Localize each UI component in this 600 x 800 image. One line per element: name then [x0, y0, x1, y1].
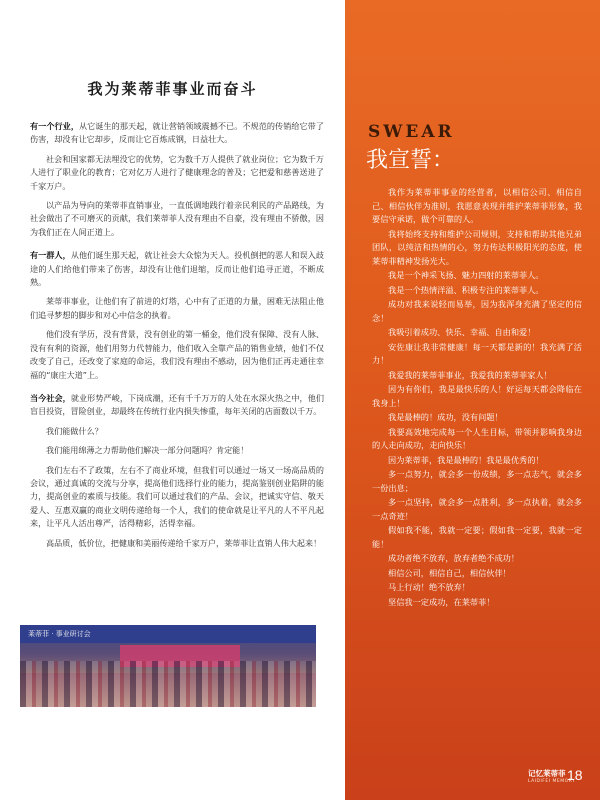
oath-line: 成功对我来说轻而易举，因为我浑身充满了坚定的信念！ [372, 299, 582, 323]
oath-line: 我是最棒的！成功，没有问题！ [388, 412, 503, 422]
article-paragraph: 社会和国家都无法埋没它的优势，它为数千万人提供了就业岗位；它为数千万人进行了职业化的教育；它对亿万人进行了健康理念的普及；它把爱和慈善送进了千家万户。 [30, 153, 324, 191]
swear-heading: SWEAR [368, 122, 455, 142]
oath-heading: 我宣誓： [366, 148, 455, 173]
oath-line: 我吸引着成功、快乐、幸福、自由和爱！ [388, 327, 536, 337]
oath-line: 我要高效地完成每一个人生目标，带领并影响我身边的人走向成功，走向快乐！ [372, 426, 582, 450]
oath-line: 因为有你们，我是最快乐的人！好运每天都会降临在我身上！ [372, 384, 582, 408]
article-paragraph: 高品质，低价位，把健康和美丽传递给千家万户，莱蒂菲让直销人伟大起来！ [46, 537, 322, 548]
article-paragraph: 以产品为导向的莱蒂菲直销事业，一直低调地践行着亲民利民的产品路线，为社会做出了不可磨灭的贡献，我们莱蒂菲人没有理由不自豪，没有理由不骄傲，因为我们正在人间正道上。 [30, 200, 324, 237]
oath-line: 多一点努力，就会多一份成绩，多一点志气，就会多一份出息； [372, 469, 582, 493]
photo-audience [20, 661, 316, 707]
article-paragraph: 我们左右不了政策，左右不了商业环境，但我们可以通过一场又一场高品质的会议，通过真诚的交流与分享，提高他们选择行业的能力，提高鉴别创业陷阱的能力，提高创业的素质与技能。我们可以通过我们的产品、会议，把诚实守信、敬天爱人、互惠双赢的商业文明传递给每一个人，我们的使命就是让平凡的人不平凡起来，让平凡人活出尊严，活得精彩，活得幸福。 [30, 464, 324, 529]
paragraph-lead: 有一群人， [30, 250, 71, 261]
oath-line: 我爱我的莱蒂菲事业，我爱我的莱蒂菲家人！ [388, 369, 552, 380]
article-paragraph: 有一个行业，从它诞生的那天起，就让营销领域震撼不已。不规范的传销给它带了伤害，却没有让它却步，反而让它百炼成钢，日益壮大。 [30, 121, 324, 145]
oath-line: 因为莱蒂菲，我是最棒的！我是最优秀的！ [388, 454, 544, 465]
article-body [30, 120, 324, 556]
event-photo [20, 625, 316, 707]
oath-line: 成功者绝不放弃，放弃者绝不成功！ [388, 553, 520, 563]
oath-body [372, 186, 582, 610]
oath-line: 我是一个热情洋溢、积极专注的莱蒂菲人。 [388, 284, 544, 295]
article-paragraph: 莱蒂菲事业，让他们有了前进的灯塔，心中有了正道的力量，困难无法阻止他们追寻梦想的脚步和对心中信念的执着。 [30, 296, 324, 320]
oath-line: 坚信我一定成功，在莱蒂菲！ [388, 596, 495, 607]
paragraph-lead: 当今社会， [30, 392, 71, 403]
paragraph-lead: 有一个行业， [30, 121, 80, 131]
magazine-footer [528, 766, 588, 790]
photo-banner [20, 625, 316, 643]
page-number: 18 [567, 767, 583, 783]
oath-line: 安佐康让我非常健康！每一天都是新的！我充满了活力！ [372, 341, 582, 365]
oath-line: 相信公司，相信自己，相信伙伴！ [388, 567, 511, 578]
magazine-brand-subtitle: LAIDIFEI MEMORY [528, 779, 576, 784]
article-paragraph: 有一群人，从他们诞生那天起，就让社会大众惊为天人。投机倒把的恶人和误入歧途的人们给他们带来了伤害，却没有让他们退缩，反而让他们追寻正道，不断成熟。 [30, 250, 324, 288]
oath-line: 我作为莱蒂菲事业的经营者，以相信公司、相信自己、相信伙伴为准则，我愿意表现并维护莱蒂菲形象，我要信守承诺，做个可靠的人。 [372, 187, 582, 224]
article-paragraph: 他们没有学历，没有背景，没有创业的第一桶金，他们没有保障、没有人脉、没有有利的资源，他们用努力代替能力，他们收入全靠产品的销售业绩，他们不仅改变了自己，还改变了家庭的命运，我们没有理由不感动，因为他们正再走通往幸福的“康庄大道”上。 [30, 329, 324, 380]
oath-line: 多一点坚持，就会多一点胜利，多一点执着，就会多一点奇迹！ [372, 497, 582, 521]
article-title: 我为莱蒂菲事业而奋斗 [87, 80, 258, 98]
article-paragraph: 当今社会，就业形势严峻，下岗成潮，还有千千万万的人处在水深火热之中，他们盲目投资，冒险创业，却最终在传统行业内损失惨重，每年关闭的店面数以千万。 [30, 392, 324, 417]
article-paragraph: 我们能用绵薄之力帮助他们解决一部分问题吗？肯定能！ [46, 445, 249, 456]
oath-line: 我将始终支持和维护公司规则，支持和帮助其他兄弟团队，以纯洁和热情的心，努力传达积极阳光的态度，使莱蒂菲精神发扬光大。 [372, 228, 582, 266]
oath-line: 我是一个神采飞扬、魅力四射的莱蒂菲人。 [388, 270, 544, 280]
magazine-brand-logo: 记忆莱蒂菲 [528, 769, 566, 778]
oath-line: 马上行动！绝不放弃！ [388, 582, 470, 592]
photo-banner-text: 莱蒂菲 · 事业研讨会 [28, 630, 91, 638]
oath-line: 假如我不能，我就一定要；假如我一定要，我就一定能！ [372, 525, 582, 549]
article-paragraph: 我们能做什么？ [46, 425, 103, 436]
